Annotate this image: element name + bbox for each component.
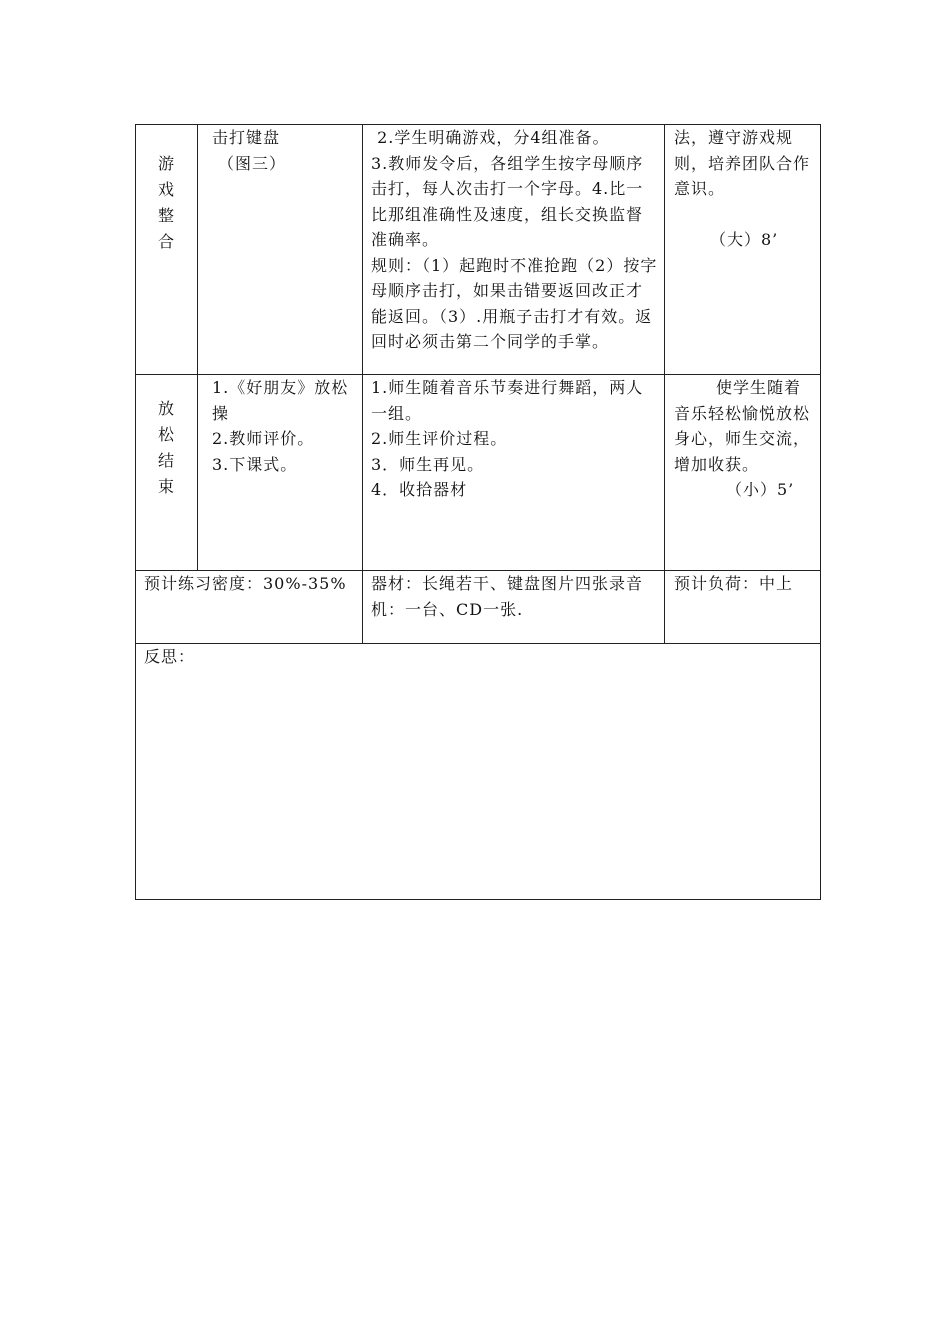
- relax-stage-cell: [136, 375, 198, 571]
- summary-row: [136, 571, 821, 644]
- load-cell: [665, 571, 821, 644]
- game-stage-label: 游 戏 整 合: [157, 154, 175, 251]
- lesson-plan-table: [135, 124, 821, 900]
- game-content-line: （图三）: [218, 153, 287, 173]
- game-stage-cell: [136, 125, 198, 375]
- relax-method-line: 1.师生随着音乐节奏进行舞蹈，两人一组。: [371, 378, 644, 423]
- relax-goal-text: 使学生随着音乐轻松愉悦放松身心，师生交流，增加收获。: [674, 378, 811, 474]
- game-method-line: 规则：（1）起跑时不准抢跑（2）按字母顺序击打，如果击错要返回改正才能返回。（3）.用瓶子击打才有效。返回时必须击第二个同学的手掌。: [371, 255, 658, 351]
- game-methods-cell: [363, 125, 665, 375]
- equipment-text: 器材：长绳若干、键盘图片四张录音机：一台、CD一张.: [371, 574, 644, 619]
- relax-methods-cell: [363, 375, 665, 571]
- relax-method-line: 3．师生再见。: [371, 454, 485, 474]
- relax-content-line: 1.《好朋友》放松操: [212, 378, 349, 423]
- expected-load-text: 预计负荷：中上: [674, 574, 794, 593]
- reflection-label: 反思：: [144, 647, 196, 666]
- game-row: [136, 125, 821, 375]
- relax-method-line: 4．收拾器材: [371, 480, 468, 499]
- relax-row: [136, 375, 821, 571]
- relax-stage-label: 放 松 结 束: [157, 399, 175, 496]
- relax-goal-cell: [665, 375, 821, 571]
- game-method-line: 3.教师发令后，各组学生按字母顺序击打，每人次击打一个字母。4.比一比那组准确性及速度，组长交换监督准确率。: [371, 153, 644, 249]
- relax-method-line: 2.师生评价过程。: [371, 429, 508, 448]
- game-load-text: （大）8’: [710, 229, 779, 249]
- game-content-line: 击打键盘: [212, 128, 281, 147]
- density-cell: [136, 571, 363, 644]
- relax-content-line: 2.教师评价。: [212, 429, 315, 448]
- reflection-cell: [136, 644, 821, 900]
- equipment-cell: [363, 571, 665, 644]
- game-content-cell: [198, 125, 363, 375]
- relax-content-line: 3.下课式。: [212, 454, 298, 474]
- density-text: 预计练习密度：30%-35%: [144, 574, 347, 593]
- relax-content-cell: [198, 375, 363, 571]
- relax-load-text: （小）5’: [726, 480, 795, 499]
- game-goal-cell: [665, 125, 821, 375]
- game-goal-text: 法，遵守游戏规则，培养团队合作意识。: [674, 128, 811, 198]
- game-method-line: 2.学生明确游戏，分4组准备。: [371, 128, 610, 147]
- reflection-row: [136, 644, 821, 900]
